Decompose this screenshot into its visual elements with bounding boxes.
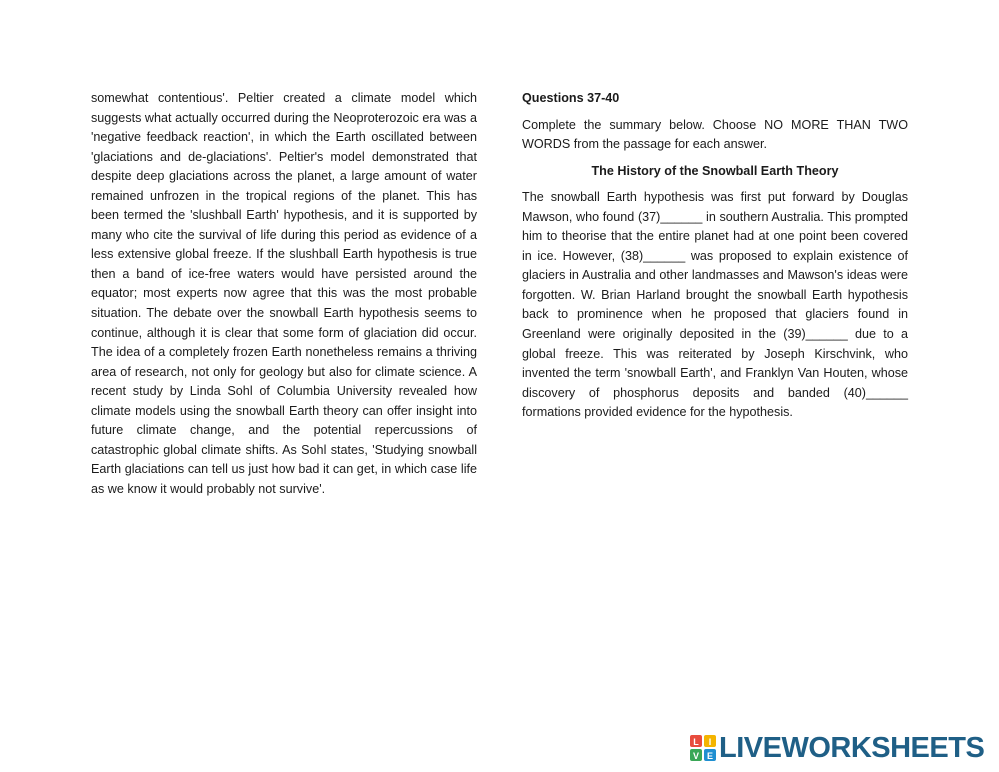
questions-instructions: Complete the summary below. Choose NO MORE THAN TWO WORDS from the passage for each answer. — [522, 117, 908, 152]
liveworksheets-logo[interactable] — [690, 733, 984, 763]
questions-heading: Questions 37-40 — [522, 91, 620, 105]
summary-text: The snowball Earth hypothesis was first put forward by Douglas Mawson, who found (37)______ in southern Australia. This prompted him to theorise that the entire planet had at one point been covered in ice. However, (38)______ was proposed to explain existence of glaciers in Australia and other landmasses and Mawson's ideas were forgotten. W. Brian Harland brought the snowball Earth hypothesis back to prominence when he proposed that glaciers found in Greenland were originally deposited in the (39)______ due to a global freeze. This was reiterated by Joseph Kirschvink, who invented the term 'snowball Earth', and Franklyn Van Houten, whose discovery of phosphorus deposits and banded (40)______ formations provided evidence for the hypothesis. — [522, 190, 908, 420]
liveworksheets-logo-icon — [690, 735, 716, 761]
svg-text:I: I — [708, 737, 712, 747]
summary-title: The History of the Snowball Earth Theory — [591, 163, 839, 178]
passage-text: somewhat contentious'. Peltier created a climate model which suggests what actually occurred during the Neoproterozoic era was a 'negative feedback reaction', in which the Earth oscillated between 'glaciations and de-glaciations'. Peltier's model demonstrated that despite deep glaciations across the planet, a large amount of water remained unfrozen in the tropical regions of the planet. This has been termed the 'slushball Earth' hypothesis, and it is supported by many who cite the survival of life during this period as evidence of a less extensive global freeze. If the slushball Earth hypothesis is true then a band of ice-free waters would have persisted around the equator; most experts now agree that this was the most probable situation. The debate over the snowball Earth hypothesis seems to continue, although it is clear that some form of glaciation did occur. The idea of a completely frozen Earth nonetheless remains a thriving area of research, not only for geology but also for climate science. A recent study by Linda Sohl of Columbia University revealed how climate models using the snowball Earth theory can offer insight into future climate change, and the potential repercussions of catastrophic global climate shifts. As Sohl states, 'Studying snowball Earth glaciations can tell us just how bad it can get, in which case life as we know it would probably not survive'. — [91, 91, 477, 496]
svg-text:L: L — [693, 737, 699, 747]
logo-text: LIVEWORKSHEETS — [719, 732, 985, 764]
svg-text:E: E — [706, 751, 714, 761]
questions-section — [522, 89, 908, 423]
svg-text:V: V — [692, 751, 700, 761]
